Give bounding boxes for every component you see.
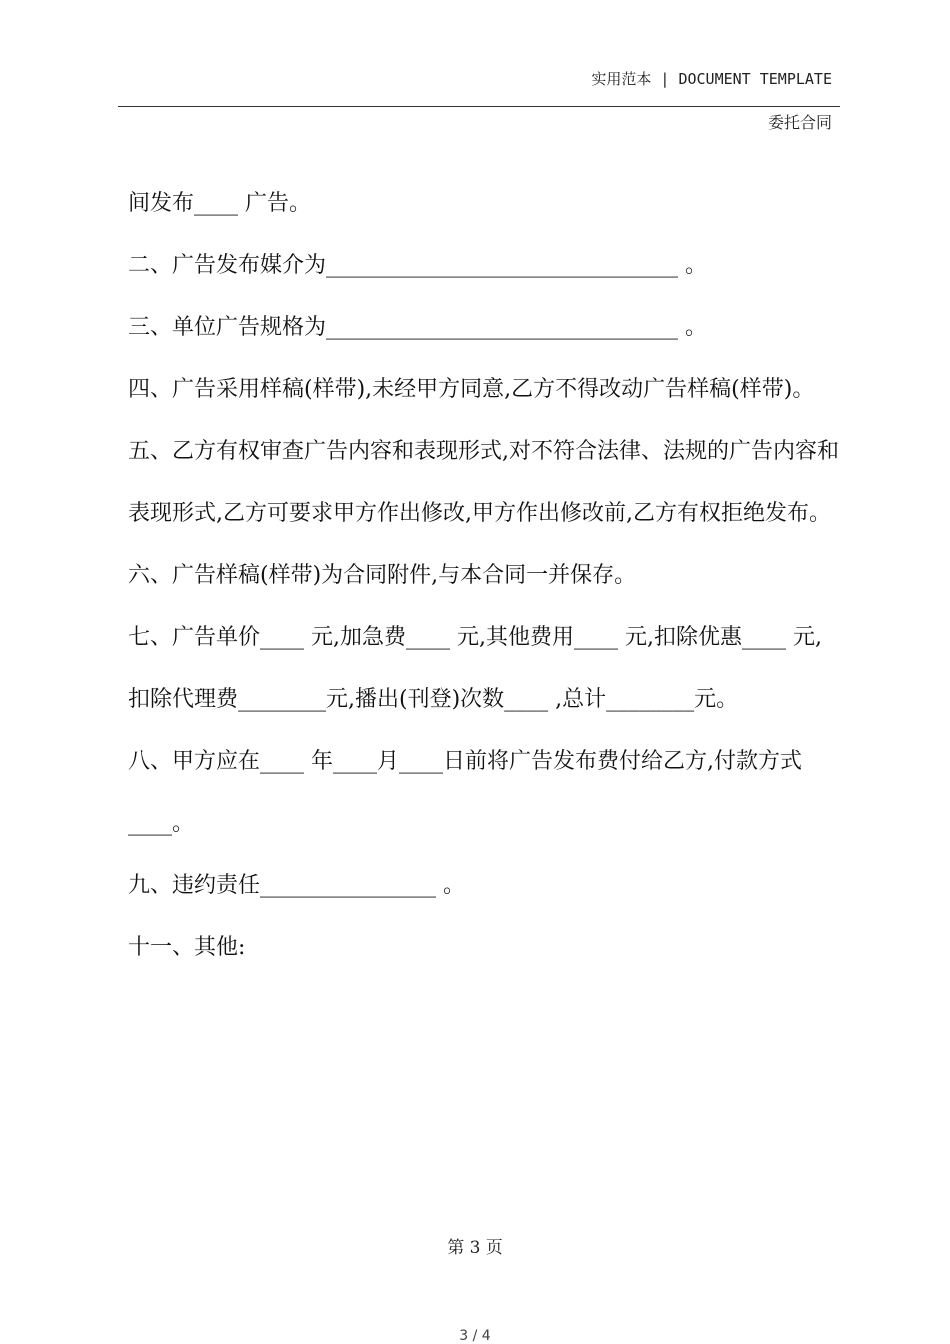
- document-header-subtitle: 委托合同: [767, 113, 832, 132]
- paragraph-continuation: 间发布____ 广告。: [128, 191, 311, 216]
- contract-body: [128, 173, 840, 979]
- document-header-title: 实用范本 | DOCUMENT TEMPLATE: [591, 70, 832, 88]
- clause-9: 九、违约责任________________ 。: [128, 873, 465, 898]
- clause-8: 八、甲方应在____ 年____月____日前将广告发布费付给乙方,付款方式____。: [128, 749, 802, 836]
- clause-4: 四、广告采用样稿(样带),未经甲方同意,乙方不得改动广告样稿(样带)。: [128, 377, 815, 402]
- page-number-label: 第 3 页: [447, 1238, 503, 1258]
- page-counter: 3 / 4: [459, 1328, 491, 1344]
- clause-3: 三、单位广告规格为________________________________ 。: [128, 315, 707, 340]
- clause-7: 七、广告单价____ 元,加急费____ 元,其他费用____ 元,扣除优惠____ 元,扣除代理费________元,播出(刊登)次数____ ,总计________元。: [128, 625, 822, 712]
- header-divider: [118, 106, 840, 107]
- clause-6: 六、广告样稿(样带)为合同附件,与本合同一并保存。: [128, 563, 637, 588]
- clause-11: 十一、其他:: [128, 935, 246, 960]
- clause-5: 五、乙方有权审查广告内容和表现形式,对不符合法律、法规的广告内容和表现形式,乙方可要求甲方作出修改,甲方作出修改前,乙方有权拒绝发布。: [128, 439, 839, 526]
- clause-2: 二、广告发布媒介为________________________________ 。: [128, 253, 707, 278]
